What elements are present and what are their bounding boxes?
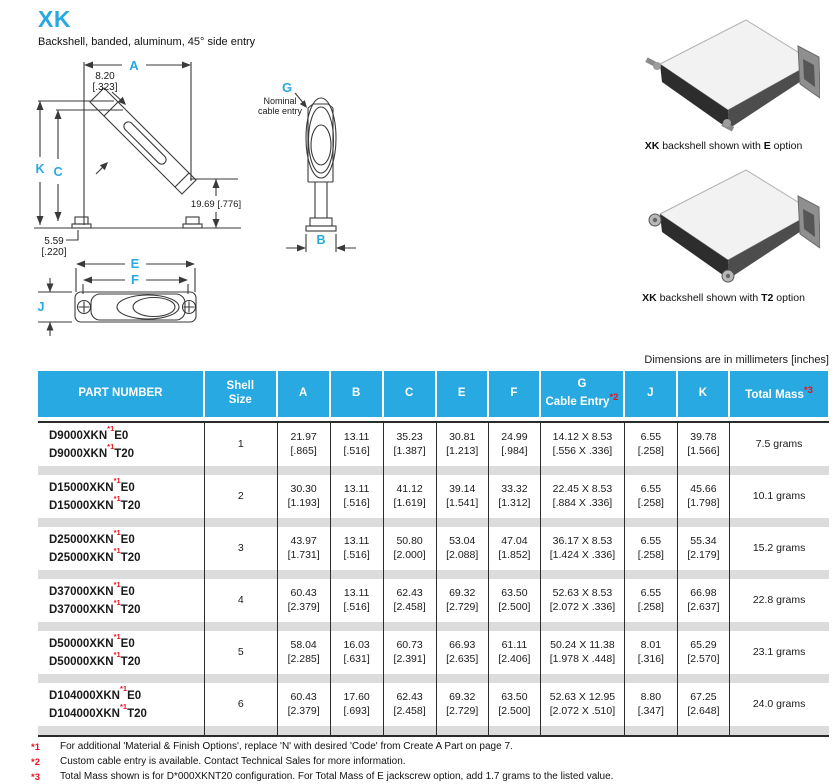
shell-size-cell: 3 — [205, 527, 278, 570]
footnote-text: For additional 'Material & Finish Options', replace 'N' with desired 'Code' from Create A Part on page 7. — [60, 741, 513, 752]
caption-end: option — [773, 292, 805, 304]
footnote-marker: *1 — [113, 580, 121, 589]
dim-e-label: E — [130, 256, 140, 271]
footnote-marker: *1 — [107, 424, 115, 433]
footnote-marker: *1 — [113, 528, 121, 537]
col-header-part-number — [38, 371, 205, 417]
col-header-g-cable-entry — [541, 371, 625, 417]
shell-size-cell: 1 — [205, 423, 278, 466]
footnotes — [31, 741, 613, 784]
dim-f-label: F — [131, 272, 139, 287]
part-number-cell — [38, 579, 205, 622]
header-label: C — [404, 387, 414, 400]
header-label: A — [298, 387, 308, 400]
row-separator — [38, 466, 829, 475]
header-label: F — [510, 387, 518, 400]
footnote-marker: *3 — [803, 385, 813, 397]
footnote-marker: *1 — [119, 701, 128, 711]
dim-k-cell: 55.34 [2.179] — [678, 527, 730, 570]
header-label: PART NUMBER — [78, 387, 163, 400]
top-view-diagram — [20, 242, 255, 354]
dim-e-cell: 69.32 [2.729] — [437, 683, 489, 726]
dim-c-cell: 50.80 [2.000] — [384, 527, 437, 570]
table-row — [38, 475, 829, 518]
dim-g-cell: 22.45 X 8.53 [.884 X .336] — [541, 475, 625, 518]
title-block — [38, 6, 255, 48]
header-label: Total Mass — [745, 389, 804, 402]
header-label: J — [647, 387, 654, 400]
dim-e-cell: 66.93 [2.635] — [437, 631, 489, 674]
caption-option: E — [763, 140, 771, 152]
page-subtitle: Backshell, banded, aluminum, 45° side entry — [38, 36, 256, 48]
dim-j-cell: 6.55 [.258] — [625, 527, 678, 570]
dim-j-cell: 6.55 [.258] — [625, 579, 678, 622]
part-number: D15000XKN$^{*1}$T20 — [49, 493, 141, 512]
dim-f-cell: 24.99 [.984] — [489, 423, 541, 466]
footnote-marker: *2 — [609, 392, 619, 404]
caption-product: XK — [644, 140, 660, 152]
col-header-b — [331, 371, 384, 417]
dim-e-cell: 39.14 [1.541] — [437, 475, 489, 518]
col-header-e — [437, 371, 489, 417]
dim-c-cell: 62.43 [2.458] — [384, 683, 437, 726]
caption-text: backshell shown with — [659, 140, 764, 152]
dim-a-cell: 43.97 [1.731] — [278, 527, 331, 570]
dim-b-cell: 17.60 [.693] — [331, 683, 384, 726]
caption-text: backshell shown with — [656, 292, 762, 304]
dim-b-label: B — [316, 233, 326, 247]
footnote-marker: *1 — [113, 597, 121, 607]
row-separator — [38, 518, 829, 527]
header-label: Size — [228, 394, 252, 406]
header-label: K — [698, 387, 708, 400]
dim-k-cell: 66.98 [2.637] — [678, 579, 730, 622]
footnote-marker: *1 — [119, 684, 128, 693]
footnote-marker: *2 — [31, 757, 40, 768]
table-row — [38, 423, 829, 466]
footnote-marker: *1 — [113, 493, 121, 503]
row-separator — [38, 570, 829, 579]
photo-caption-t2 — [610, 292, 837, 304]
total-mass-cell: 15.2 grams — [752, 541, 806, 554]
footnote — [31, 756, 613, 768]
backshell-photo-e — [630, 14, 820, 134]
header-label: G — [577, 378, 587, 391]
part-number: D50000XKN$^{*1}$T20 — [49, 649, 141, 668]
dim-j-cell: 6.55 [.258] — [625, 475, 678, 518]
part-number-cell — [38, 527, 205, 570]
dim-g-cell: 14.12 X 8.53 [.556 X .336] — [541, 423, 625, 466]
part-number: D37000XKN$^{*1}$T20 — [49, 597, 141, 616]
dim-j-cell: 6.55 [.258] — [625, 423, 678, 466]
dim-b-cell: 13.11 [.516] — [331, 475, 384, 518]
dim-g-label: G — [281, 80, 293, 95]
total-mass-cell: 23.1 grams — [752, 645, 806, 658]
dim-559-in: [.220] — [41, 247, 67, 258]
col-header-c — [384, 371, 437, 417]
dim-f-cell: 63.50 [2.500] — [489, 683, 541, 726]
dim-b-cell: 13.11 [.516] — [331, 423, 384, 466]
dim-c-cell: 41.12 [1.619] — [384, 475, 437, 518]
part-number: D25000XKN$^{*1}$E0 — [49, 528, 135, 546]
dim-f-cell: 33.32 [1.312] — [489, 475, 541, 518]
shell-size-cell: 2 — [205, 475, 278, 518]
dim-g-cell: 52.63 X 8.53 [2.072 X .336] — [541, 579, 625, 622]
dim-f-cell: 61.11 [2.406] — [489, 631, 541, 674]
shell-size-cell: 5 — [205, 631, 278, 674]
footnote-marker: *1 — [113, 545, 121, 555]
dim-k-cell: 65.29 [2.570] — [678, 631, 730, 674]
col-header-a — [278, 371, 331, 417]
footnote — [31, 741, 613, 753]
footnote-marker: *1 — [107, 441, 115, 451]
backshell-photo-t2 — [630, 162, 820, 286]
row-separator — [38, 674, 829, 683]
dim-a-cell: 21.97 [.865] — [278, 423, 331, 466]
part-number: D15000XKN$^{*1}$E0 — [49, 476, 135, 494]
dim-e-cell: 30.81 [1.213] — [437, 423, 489, 466]
dim-f-cell: 63.50 [2.500] — [489, 579, 541, 622]
dim-b-cell: 13.11 [.516] — [331, 527, 384, 570]
dim-j-cell: 8.80 [.347] — [625, 683, 678, 726]
dim-a-cell: 60.43 [2.379] — [278, 579, 331, 622]
part-table — [38, 371, 829, 737]
footnote-marker: *1 — [31, 742, 40, 753]
col-header-j — [625, 371, 678, 417]
footnote-text: Custom cable entry is available. Contact Technical Sales for more information. — [60, 756, 406, 767]
part-number-cell — [38, 631, 205, 674]
dimensions-note: Dimensions are in millimeters [inches] — [644, 354, 829, 366]
dim-j-label: J — [37, 300, 45, 314]
page-title: XK — [38, 6, 71, 32]
footnote-marker: *3 — [31, 772, 40, 783]
dim-e-cell: 53.04 [2.088] — [437, 527, 489, 570]
footnote-marker: *1 — [113, 476, 121, 485]
footnote — [31, 771, 613, 783]
dim-e-cell: 69.32 [2.729] — [437, 579, 489, 622]
shell-size-cell: 6 — [205, 683, 278, 726]
total-mass-cell: 10.1 grams — [752, 489, 806, 502]
dim-1969: 19.69 [.776] — [190, 199, 242, 210]
shell-size-cell: 4 — [205, 579, 278, 622]
dim-c-cell: 62.43 [2.458] — [384, 579, 437, 622]
header-label: Shell — [226, 380, 255, 393]
header-label — [545, 392, 618, 410]
dim-g-cell: 50.24 X 11.38 [1.978 X .448] — [541, 631, 625, 674]
header-label: E — [457, 387, 466, 400]
dim-j-cell: 8.01 [.316] — [625, 631, 678, 674]
g-caption-line1: Nominal — [263, 96, 297, 106]
total-mass-cell: 7.5 grams — [755, 437, 803, 450]
dim-820-in: [.323] — [92, 82, 118, 93]
table-header — [38, 371, 829, 417]
col-header-total-mass — [730, 371, 828, 417]
dim-b-cell: 13.11 [.516] — [331, 579, 384, 622]
row-separator — [38, 726, 829, 735]
caption-option: T2 — [761, 292, 774, 304]
table-body — [38, 421, 829, 737]
dim-k-label: K — [35, 162, 45, 176]
dim-c-cell: 60.73 [2.391] — [384, 631, 437, 674]
footnote-marker: *1 — [113, 649, 121, 659]
dim-f-cell: 47.04 [1.852] — [489, 527, 541, 570]
footnote-marker: *1 — [113, 632, 121, 641]
table-row — [38, 631, 829, 674]
header-label: B — [351, 387, 361, 400]
dim-k-cell: 45.66 [1.798] — [678, 475, 730, 518]
table-row — [38, 579, 829, 622]
dim-k-cell: 39.78 [1.566] — [678, 423, 730, 466]
part-number: D104000XKN$^{*1}$E0 — [49, 684, 142, 702]
photo-caption-e — [610, 140, 837, 152]
caption-end: option — [770, 140, 803, 152]
dim-a-cell: 58.04 [2.285] — [278, 631, 331, 674]
part-number: D9000XKN$^{*1}$E0 — [49, 424, 129, 442]
table-row — [38, 527, 829, 570]
dim-820-mm: 8.20 — [95, 71, 115, 82]
part-number: D50000XKN$^{*1}$E0 — [49, 632, 135, 650]
total-mass-cell: 24.0 grams — [752, 697, 806, 710]
part-number: D25000XKN$^{*1}$T20 — [49, 545, 141, 564]
total-mass-cell: 22.8 grams — [752, 593, 806, 606]
g-caption-line2: cable entry — [257, 106, 303, 116]
col-header-k — [678, 371, 730, 417]
side-view-diagram — [26, 56, 251, 261]
footnote-text: Total Mass shown is for D*000XKNT20 configuration. For Total Mass of E jackscrew option, add 1.7 grams to the listed value. — [60, 771, 614, 782]
dim-g-cell: 36.17 X 8.53 [1.424 X .336] — [541, 527, 625, 570]
dim-c-label: C — [53, 165, 63, 179]
part-number-cell — [38, 683, 205, 726]
table-row — [38, 683, 829, 726]
dim-k-cell: 67.25 [2.648] — [678, 683, 730, 726]
part-number-cell — [38, 423, 205, 466]
col-header-shell-size — [205, 371, 278, 417]
col-header-f — [489, 371, 541, 417]
dim-a-cell: 60.43 [2.379] — [278, 683, 331, 726]
dim-559-mm: 5.59 — [44, 236, 64, 247]
dim-b-cell: 16.03 [.631] — [331, 631, 384, 674]
dim-a-cell: 30.30 [1.193] — [278, 475, 331, 518]
header-label: Cable Entry — [545, 395, 610, 408]
caption-product: XK — [642, 292, 657, 304]
row-separator — [38, 622, 829, 631]
dim-g-cell: 52.63 X 12.95 [2.072 X .510] — [541, 683, 625, 726]
dim-a-label: A — [129, 58, 139, 73]
header-label — [745, 385, 813, 403]
part-number: D9000XKN$^{*1}$T20 — [49, 441, 135, 460]
part-number: D37000XKN$^{*1}$E0 — [49, 580, 135, 598]
front-view-diagram — [240, 78, 415, 263]
dim-c-cell: 35.23 [1.387] — [384, 423, 437, 466]
part-number: D104000XKN$^{*1}$T20 — [49, 701, 147, 720]
part-number-cell — [38, 475, 205, 518]
